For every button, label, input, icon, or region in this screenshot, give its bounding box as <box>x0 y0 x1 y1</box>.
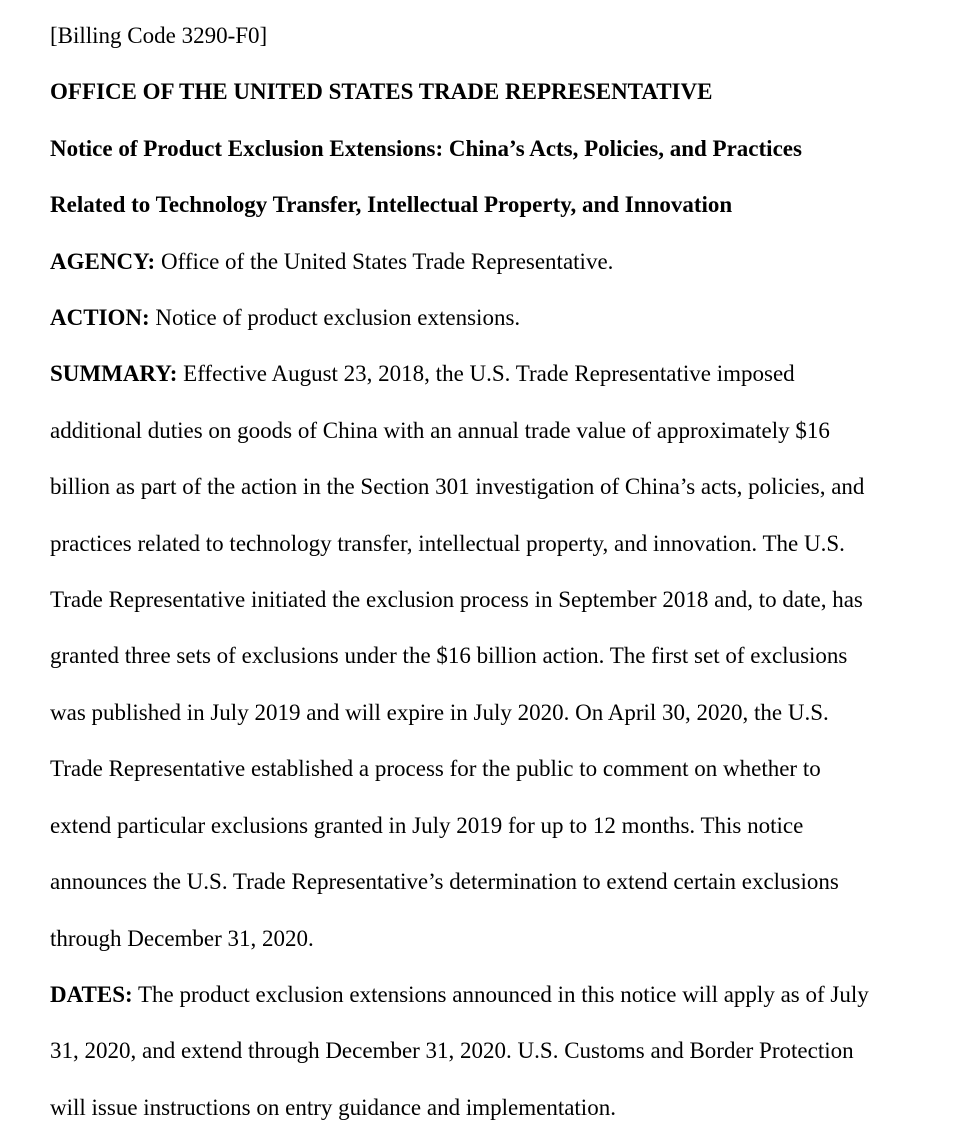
billing-code: [Billing Code 3290-F0] <box>50 23 268 48</box>
summary-line: announces the U.S. Trade Representative’s determination to extend certain exclusions <box>50 869 839 895</box>
dates-line: will issue instructions on entry guidance and implementation. <box>50 1094 616 1120</box>
action-text: Notice of product exclusion extensions. <box>149 305 521 331</box>
summary-line: was published in July 2019 and will expire in July 2020. On April 30, 2020, the U.S. <box>50 699 829 725</box>
dates-line: 31, 2020, and extend through December 31, 2020. U.S. Customs and Border Protection <box>50 1038 854 1064</box>
notice-title-line-2: Related to Technology Transfer, Intellectual Property, and Innovation <box>50 192 733 218</box>
summary-first-line <box>50 346 940 402</box>
notice-title-line-1: Notice of Product Exclusion Extensions: China’s Acts, Policies, and Practices <box>50 135 802 161</box>
agency-paragraph <box>50 234 940 290</box>
dates-first-line <box>50 967 940 1023</box>
summary-line: billion as part of the action in the Section 301 investigation of China’s acts, policies, and <box>50 474 865 500</box>
summary-line: through December 31, 2020. <box>50 925 314 951</box>
document-page <box>50 8 940 1136</box>
action-paragraph <box>50 290 940 346</box>
summary-line: practices related to technology transfer, intellectual property, and innovation. The U.S. <box>50 530 845 556</box>
dates-label: DATES: <box>50 981 133 1007</box>
summary-line: granted three sets of exclusions under the $16 billion action. The first set of exclusions <box>50 643 848 669</box>
summary-label: SUMMARY: <box>50 361 178 387</box>
agency-label: AGENCY: <box>50 248 156 274</box>
summary-line: extend particular exclusions granted in July 2019 for up to 12 months. This notice <box>50 812 804 838</box>
summary-line: additional duties on goods of China with an annual trade value of approximately $16 <box>50 417 830 443</box>
summary-line: Trade Representative established a process for the public to comment on whether to <box>50 756 821 782</box>
action-label: ACTION: <box>50 305 150 331</box>
agency-text: Office of the United States Trade Representative. <box>155 248 614 274</box>
summary-text: Effective August 23, 2018, the U.S. Trade Representative imposed <box>177 361 795 387</box>
summary-line: Trade Representative initiated the exclusion process in September 2018 and, to date, has <box>50 587 863 613</box>
office-heading: OFFICE OF THE UNITED STATES TRADE REPRESENTATIVE <box>50 79 713 105</box>
dates-text: The product exclusion extensions announced in this notice will apply as of July <box>132 981 869 1007</box>
